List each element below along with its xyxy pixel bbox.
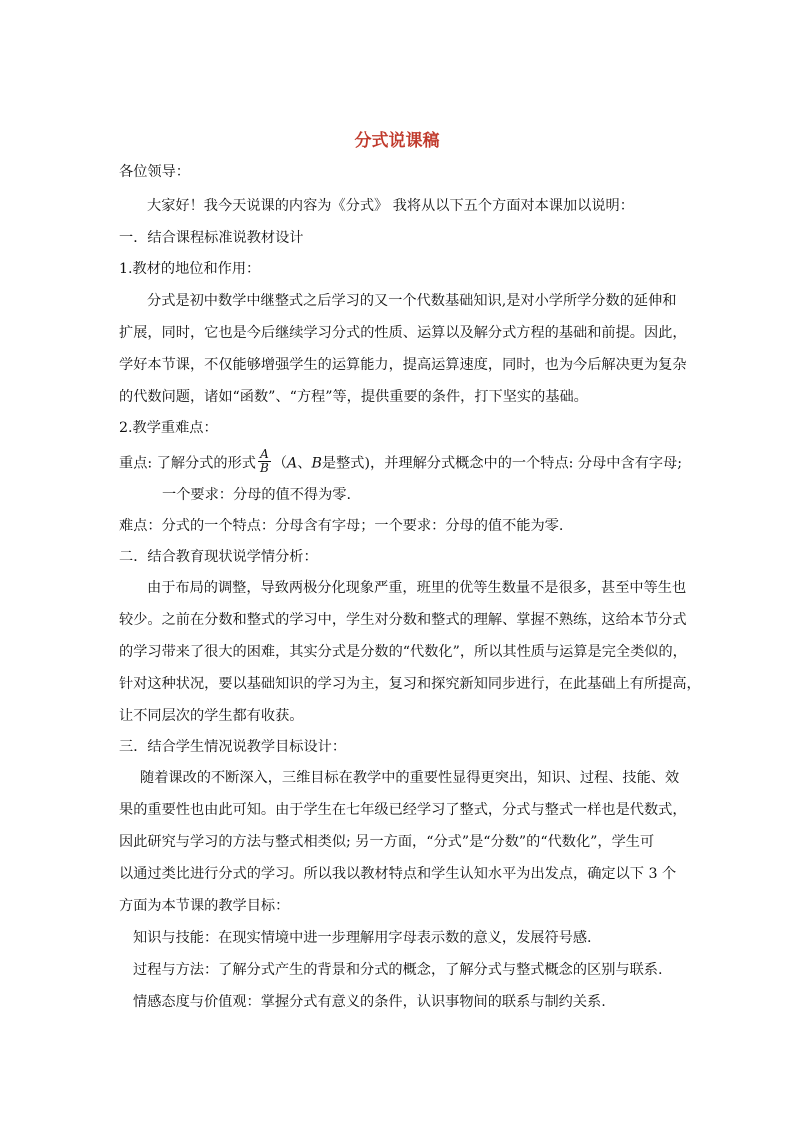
paragraph-line: 学好本节课，不仅能够增强学生的运算能力，提高运算速度，同时，也为今后解决更为复杂 xyxy=(119,357,687,373)
subsection-1-heading: 1.教材的地位和作用： xyxy=(119,261,261,277)
greeting: 各位领导： xyxy=(119,164,190,180)
paragraph-line: 随着课改的不断深入，三维目标在教学中的重要性显得更突出，知识、过程、技能、效 xyxy=(140,770,680,786)
paragraph-line: 以通过类比进行分式的学习。所以我以教材特点和学生认知水平为出发点，确定以下 3 个 xyxy=(119,866,677,882)
goal-attitude: 情感态度与价值观：掌握分式有意义的条件，认识事物间的联系与制约关系. xyxy=(133,994,606,1010)
paragraph-line: 分式是初中数学中继整式之后学习的又一个代数基础知识,是对小学所学分数的延伸和 xyxy=(147,293,677,309)
goal-knowledge: 知识与技能：在现实情境中进一步理解用字母表示数的意义，发展符号感. xyxy=(133,930,592,946)
fraction-a-over-b xyxy=(258,448,271,475)
paragraph-line: 针对这种状况，要以基础知识的学习为主，复习和探究新知同步进行，在此基础上有所提高， xyxy=(119,676,701,692)
section-1-heading: 一．结合课程标准说教材设计 xyxy=(119,230,304,246)
key-point-rest: 是整式)，并理解分式概念中的一个特点: 分母中含有字母; xyxy=(321,455,683,472)
separator: 、 xyxy=(297,455,312,472)
subsection-2-heading: 2.教学重难点： xyxy=(119,420,218,436)
goal-process: 过程与方法：了解分式产生的背景和分式的概念，了解分式与整式概念的区别与联系. xyxy=(133,962,663,978)
fraction-numerator: A xyxy=(258,448,271,462)
key-point-line xyxy=(119,447,683,477)
key-point-requirement: 一个要求：分母的值不得为零. xyxy=(162,487,351,503)
paragraph-line: 因此研究与学习的方法与整式相类似; 另一方面，“分式”是“分数”的“代数化”，学生可 xyxy=(119,834,655,850)
section-2-heading: 二．结合教育现状说学情分析： xyxy=(119,549,318,565)
paragraph-line: 的学习带来了很大的困难，其实分式是分数的“代数化”，所以其性质与运算是完全类似的， xyxy=(119,644,687,660)
paragraph-line: 方面为本节课的教学目标： xyxy=(119,898,290,914)
paragraph-line: 扩展，同时，它也是今后继续学习分式的性质、运算以及解分式方程的基础和前提。因此， xyxy=(119,325,687,341)
paragraph-line: 让不同层次的学生都有收获。 xyxy=(119,708,304,724)
section-3-heading: 三．结合学生情况说教学目标设计： xyxy=(119,739,347,755)
paragraph-line: 由于布局的调整，导致两极分化现象严重，班里的优等生数量不是很多，甚至中等生也 xyxy=(147,580,687,596)
key-point-label: 重点: 了解分式的形式 xyxy=(119,455,256,472)
intro-paragraph: 大家好！我今天说课的内容为《分式》 我将从以下五个方面对本课加以说明： xyxy=(147,198,634,214)
paren-open: （ xyxy=(272,455,288,472)
fraction-denominator: B xyxy=(259,461,269,475)
var-a: A xyxy=(287,455,298,472)
paragraph-line: 果的重要性也由此可知。由于学生在七年级已经学习了整式，分式与整式一样也是代数式， xyxy=(119,802,687,818)
paragraph-line: 的代数问题，诸如“函数”、“方程”等，提供重要的条件，打下坚实的基础。 xyxy=(119,389,588,405)
page-title: 分式说课稿 xyxy=(354,131,440,151)
difficulty-point: 难点：分式的一个特点：分母含有字母；一个要求：分母的值不能为零. xyxy=(119,518,564,534)
var-b: B xyxy=(311,455,322,472)
paragraph-line: 较少。之前在分数和整式的学习中，学生对分数和整式的理解、掌握不熟练，这给本节分式 xyxy=(119,612,687,628)
